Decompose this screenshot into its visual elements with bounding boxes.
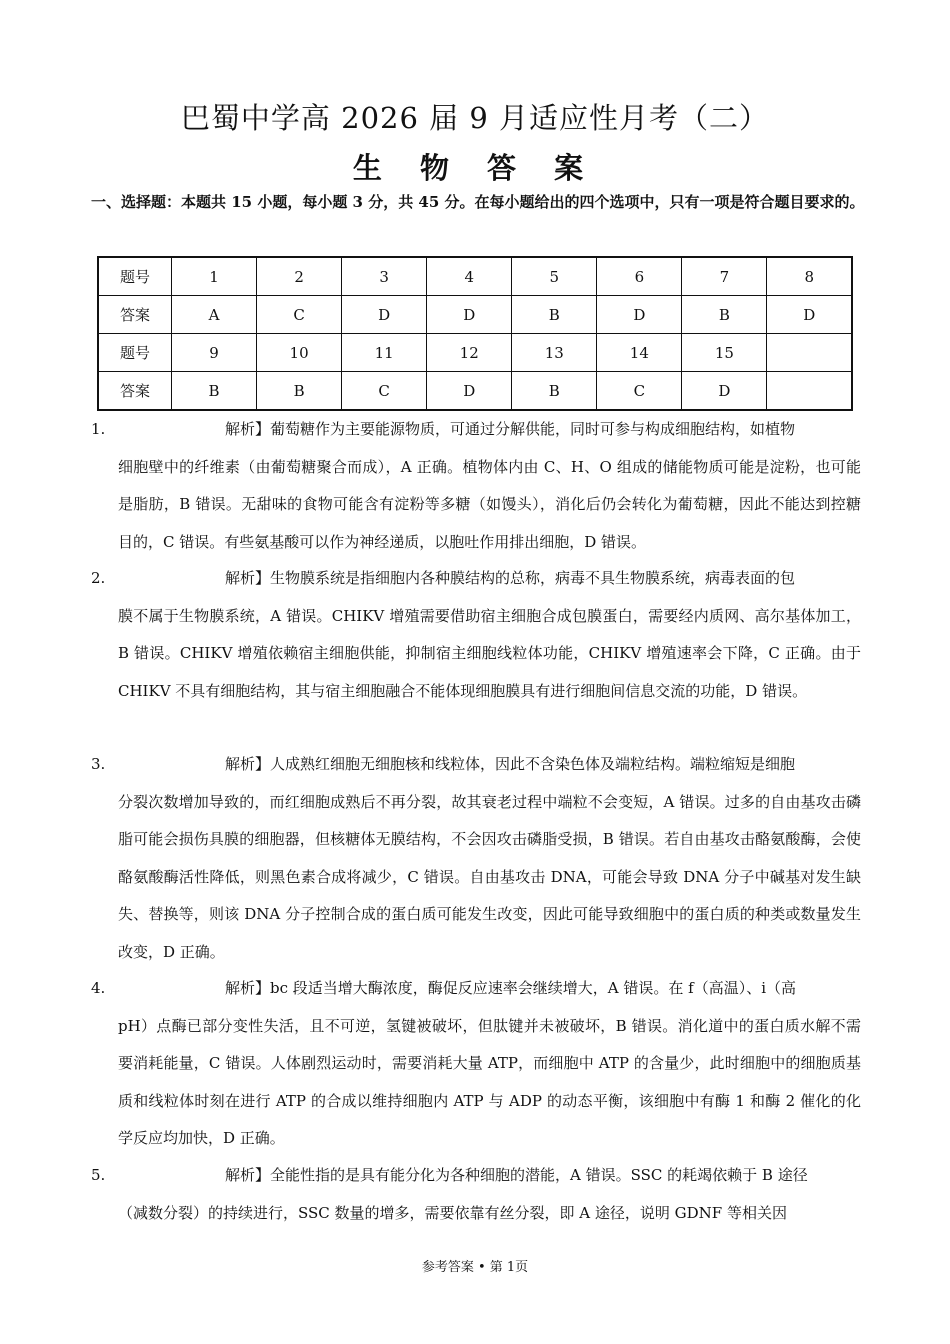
explanation-body: 膜不属于生物膜系统，A 错误。CHIKV 增殖需要借助宿主细胞合成包膜蛋白，需要经内质网、高尔基体加工，B 错误。CHIKV 增殖依赖宿主细胞供能，抑制宿主细胞线粒体功能，CHIKV 增殖速率会下降，C 正确。由于 CHIKV 不具有细胞结构，其与宿主细胞融合不能体现细胞膜具有进行细胞间信息交流的功能，D 错误。 (118, 606, 861, 700)
table-cell: 15 (682, 334, 767, 372)
explanation-first-line: 解析】人成熟红细胞无细胞核和线粒体，因此不含染色体及端粒结构。端粒缩短是细胞 (225, 755, 796, 773)
table-cell: D (597, 296, 682, 334)
table-cell: 14 (597, 334, 682, 372)
explanation-first-line: 解析】bc 段适当增大酶浓度，酶促反应速率会继续增大，A 错误。在 f（高温）、i（高 (225, 979, 796, 997)
page-title: 巴蜀中学高 2026 届 9 月适应性月考（二） (180, 101, 770, 135)
question-number: 1. (91, 420, 106, 438)
table-cell: 答案 (98, 296, 172, 334)
table-cell: 9 (172, 334, 257, 372)
table-cell: D (767, 296, 852, 334)
table-cell: 4 (427, 257, 512, 296)
table-cell: 2 (257, 257, 342, 296)
table-cell: D (682, 372, 767, 411)
table-cell: 10 (257, 334, 342, 372)
section-heading: 一、选择题：本题共 15 小题，每小题 3 分，共 45 分。在每小题给出的四个选项中，只有一项是符合题目要求的。 (91, 193, 865, 211)
explanation-body: 细胞壁中的纤维素（由葡萄糖聚合而成），A 正确。植物体内由 C、H、O 组成的储能物质可能是淀粉，也可能是脂肪，B 错误。无甜味的食物可能含有淀粉等多糖（如馒头），消化后仍会转化为葡萄糖，因此不能达到控糖目的，C 错误。有些氨基酸可以作为神经递质，以胞吐作用排出细胞，D 错误。 (118, 457, 861, 551)
table-cell: C (257, 296, 342, 334)
table-cell: C (597, 372, 682, 411)
question-4-explanation (91, 970, 861, 1158)
table-cell: 3 (342, 257, 427, 296)
table-cell: B (257, 372, 342, 411)
table-cell: D (427, 296, 512, 334)
table-row (98, 372, 852, 411)
table-cell: 12 (427, 334, 512, 372)
explanation-first-line: 解析】葡萄糖作为主要能源物质，可通过分解供能，同时可参与构成细胞结构，如植物 (225, 420, 796, 438)
question-5-explanation (91, 1157, 861, 1232)
explanation-first-line: 解析】全能性指的是具有能分化为各种细胞的潜能，A 错误。SSC 的耗竭依赖于 B 途径 (225, 1166, 808, 1184)
table-cell: 8 (767, 257, 852, 296)
explanation-body: （减数分裂）的持续进行，SSC 数量的增多，需要依靠有丝分裂，即 A 途径，说明 GDNF 等相关因 (118, 1203, 787, 1222)
explanation-first-line: 解析】生物膜系统是指细胞内各种膜结构的总称，病毒不具生物膜系统，病毒表面的包 (225, 569, 796, 587)
table-cell: B (512, 296, 597, 334)
question-number: 3. (91, 755, 106, 773)
table-cell: 13 (512, 334, 597, 372)
page-footer: 参考答案 • 第 1页 (421, 1260, 529, 1275)
table-cell: 11 (342, 334, 427, 372)
explanation-body: 分裂次数增加导致的，而红细胞成熟后不再分裂，故其衰老过程中端粒不会变短，A 错误。过多的自由基攻击磷脂可能会损伤具膜的细胞器，但核糖体无膜结构，不会因攻击磷脂受损，B 错误。若自由基攻击酪氨酸酶，会使酪氨酸酶活性降低，则黑色素合成将减少，C 错误。自由基攻击 DNA，可能会导致 DNA 分子中碱基对发生缺失、替换等，则该 DNA 分子控制合成的蛋白质可能发生改变，因此可能导致细胞中的蛋白质的种类或数量发生改变，D 正确。 (118, 792, 861, 961)
question-1-explanation (91, 411, 861, 561)
table-cell: C (342, 372, 427, 411)
answer-table (97, 256, 853, 411)
table-cell: 5 (512, 257, 597, 296)
table-cell (767, 372, 852, 411)
table-cell: 题号 (98, 257, 172, 296)
page-subtitle: 生 物 答 案 (352, 151, 598, 185)
table-cell: 答案 (98, 372, 172, 411)
table-row (98, 296, 852, 334)
question-number: 4. (91, 979, 106, 997)
question-number: 2. (91, 569, 106, 587)
table-cell: 题号 (98, 334, 172, 372)
table-cell: D (342, 296, 427, 334)
table-row (98, 334, 852, 372)
question-2-explanation (91, 560, 861, 710)
table-cell: B (512, 372, 597, 411)
table-cell: 7 (682, 257, 767, 296)
question-3-explanation (91, 746, 861, 971)
explanation-body: pH）点酶已部分变性失活，且不可逆，氢键被破坏，但肽键并未被破坏，B 错误。消化道中的蛋白质水解不需要消耗能量，C 错误。人体剧烈运动时，需要消耗大量 ATP，而细胞中 ATP 的含量少，此时细胞中的细胞质基质和线粒体时刻在进行 ATP 的合成以维持细胞内 ATP 与 ADP 的动态平衡，该细胞中有酶 1 和酶 2 催化的化学反应均加快，D 正确。 (118, 1016, 861, 1147)
table-cell: A (172, 296, 257, 334)
table-row (98, 257, 852, 296)
table-cell: 1 (172, 257, 257, 296)
table-cell: B (172, 372, 257, 411)
table-cell (767, 334, 852, 372)
table-cell: B (682, 296, 767, 334)
table-cell: D (427, 372, 512, 411)
question-number: 5. (91, 1166, 106, 1184)
table-cell: 6 (597, 257, 682, 296)
